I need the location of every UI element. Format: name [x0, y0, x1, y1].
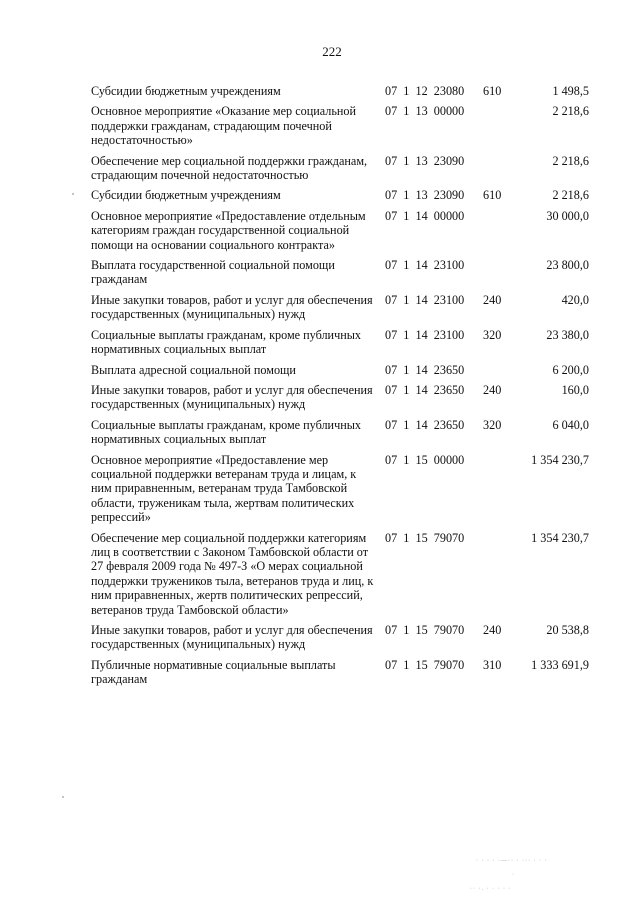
row-expense-type: 320 — [483, 327, 502, 342]
row-expense-type — [483, 154, 519, 189]
row-name: Иные закупки товаров, работ и услуг для обеспечения государственных (муниципальных) нужд — [91, 382, 373, 412]
row-expense-type — [483, 258, 519, 293]
table-row — [91, 531, 589, 623]
row-amount: 2 218,6 — [552, 153, 589, 168]
row-amount: 23 800,0 — [546, 258, 589, 273]
row-code: 07 1 15 00000 — [385, 452, 465, 467]
table-row — [91, 328, 589, 363]
table-row — [91, 383, 589, 418]
row-code: 07 1 13 23090 — [385, 153, 465, 168]
table-row — [91, 623, 589, 658]
table-row — [91, 658, 589, 693]
scan-noise: · — [512, 872, 515, 878]
row-name: Обеспечение мер социальной поддержки категориям лиц в соответствии с Законом Тамбовской области от 27 февраля 2009 года № 497-З «О мерах социальной поддержки тружеников тыла, ветеранов труда и лиц, к ним приравненных, жертв политических репрессий, ветеранов труда Тамбовской области» — [91, 530, 374, 617]
row-amount: 23 380,0 — [546, 327, 589, 342]
row-code: 07 1 14 23100 — [385, 327, 465, 342]
row-name: Социальные выплаты гражданам, кроме публичных нормативных социальных выплат — [91, 327, 361, 357]
row-code: 07 1 14 23100 — [385, 258, 465, 273]
table-row — [91, 258, 589, 293]
row-name: Выплата государственной социальной помощи гражданам — [91, 258, 335, 287]
budget-table — [91, 84, 589, 693]
row-code: 07 1 14 23100 — [385, 292, 465, 307]
row-amount: 1 354 230,7 — [531, 452, 589, 467]
table-row — [91, 104, 589, 153]
row-expense-type: 240 — [483, 292, 502, 307]
row-name: Основное мероприятие «Предоставление мер социальной поддержки ветеранам труда и лицам, к ним приравненным, ветеранам труда Тамбовской области, труженикам тыла, жертвам политических репрессий» — [91, 452, 357, 525]
table-row — [91, 209, 589, 258]
table-row — [91, 363, 589, 383]
row-name: Основное мероприятие «Оказание мер социальной поддержки гражданам, страдающим почечной недостаточностью» — [91, 104, 357, 148]
row-amount: 2 218,6 — [552, 104, 589, 119]
table-row — [91, 154, 589, 189]
row-code: 07 1 15 79070 — [385, 623, 465, 637]
row-amount: 30 000,0 — [546, 208, 589, 223]
row-expense-type — [483, 209, 519, 258]
row-expense-type: 240 — [483, 382, 502, 397]
scan-speck — [72, 193, 74, 195]
row-amount: 1 498,5 — [552, 84, 589, 98]
row-name: Субсидии бюджетным учреждениям — [91, 188, 281, 203]
row-expense-type — [483, 453, 519, 531]
row-expense-type — [483, 363, 519, 383]
table-row — [91, 418, 589, 453]
row-expense-type: 610 — [483, 84, 502, 98]
row-name: Публичные нормативные социальные выплаты гражданам — [91, 657, 336, 687]
row-amount: 6 040,0 — [552, 417, 589, 432]
row-name: Обеспечение мер социальной поддержки гражданам, страдающим почечной недостаточностью — [91, 153, 368, 183]
row-code: 07 1 14 00000 — [385, 208, 465, 223]
row-amount: 1 354 230,7 — [531, 530, 589, 545]
row-code: 07 1 12 23080 — [385, 84, 465, 98]
row-name: Социальные выплаты гражданам, кроме публичных нормативных социальных выплат — [91, 417, 361, 447]
row-expense-type: 610 — [483, 188, 502, 203]
table-row — [91, 293, 589, 328]
row-expense-type: 240 — [483, 623, 502, 637]
row-amount: 20 538,8 — [546, 623, 589, 637]
scan-noise: ·· ·. · · · · · — [470, 886, 512, 892]
row-expense-type: 320 — [483, 417, 502, 432]
row-name: Иные закупки товаров, работ и услуг для обеспечения государственных (муниципальных) нужд — [91, 623, 373, 652]
row-name: Иные закупки товаров, работ и услуг для обеспечения государственных (муниципальных) нужд — [91, 292, 373, 322]
row-amount: 160,0 — [561, 382, 589, 397]
table-row — [91, 453, 589, 531]
row-code: 07 1 13 00000 — [385, 104, 465, 119]
scan-speck — [62, 796, 64, 798]
row-expense-type: 310 — [483, 657, 502, 672]
row-code: 07 1 14 23650 — [385, 417, 465, 432]
row-name: Субсидии бюджетным учреждениям — [91, 84, 281, 98]
row-code: 07 1 14 23650 — [385, 382, 465, 397]
row-name: Основное мероприятие «Предоставление отдельным категориям граждан государственной социальной помощи на основании социального контракта» — [91, 208, 366, 252]
row-code: 07 1 15 79070 — [385, 657, 465, 672]
row-amount: 6 200,0 — [552, 362, 589, 377]
row-code: 07 1 13 23090 — [385, 188, 465, 203]
row-expense-type — [483, 104, 519, 153]
row-amount: 2 218,6 — [552, 188, 589, 203]
row-code: 07 1 15 79070 — [385, 530, 465, 545]
row-amount: 1 333 691,9 — [531, 657, 589, 672]
scan-noise: · · · · ·—·· · ··· · · · — [476, 858, 548, 864]
row-code: 07 1 14 23650 — [385, 362, 465, 377]
table-row — [91, 84, 589, 104]
row-amount: 420,0 — [561, 292, 589, 307]
row-name: Выплата адресной социальной помощи — [91, 362, 296, 377]
page-number: 222 — [322, 44, 342, 59]
row-expense-type — [483, 531, 519, 623]
table-row — [91, 188, 589, 208]
